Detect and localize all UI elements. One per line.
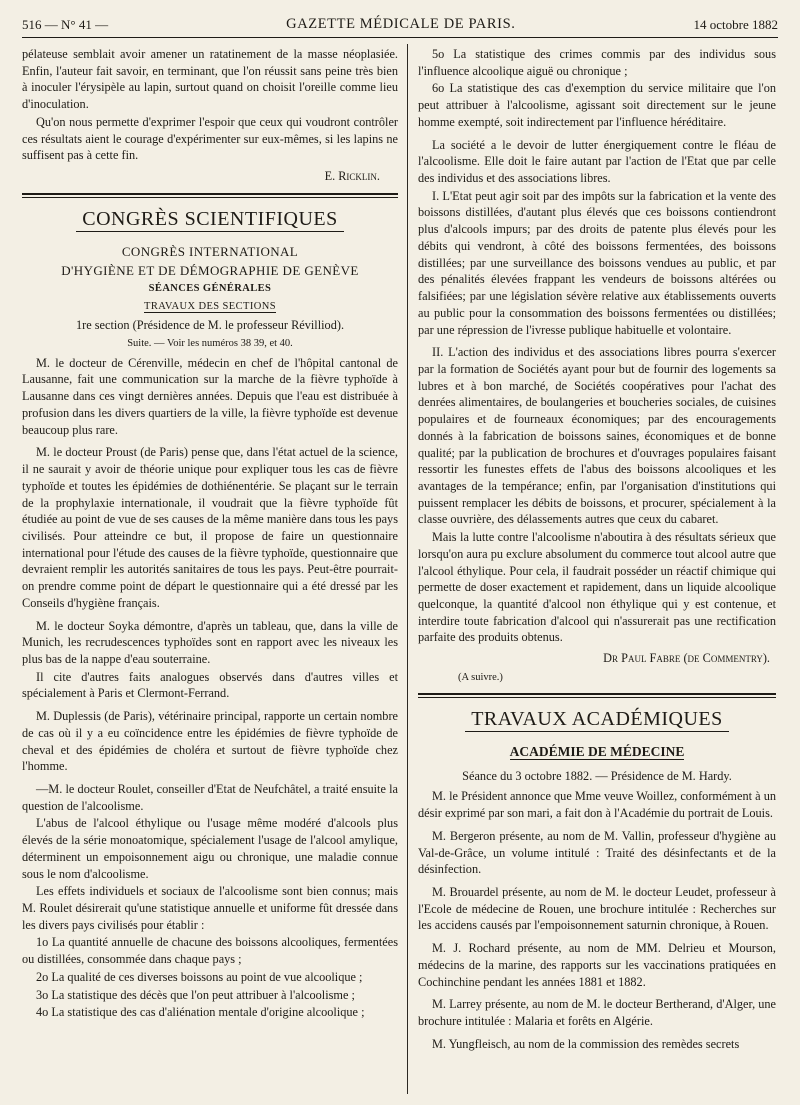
section-presidence: 1re section (Présidence de M. le professeur Révilliod). — [75, 317, 345, 332]
page-number: 516 — [22, 16, 42, 32]
section-title: TRAVAUX ACADÉMIQUES — [418, 706, 776, 733]
paragraph: Il cite d'autres faits analogues observés dans d'autres villes et spécialement à Paris et Clermont-Ferrand. — [22, 669, 398, 701]
paragraph: M. le docteur Soyka démontre, d'après un tableau, que, dans la ville de Munich, les recrudescences typhoïdes sont en rapport avec les niveaux les plus bas de la nappe d'eau souterraine. — [22, 618, 398, 666]
congres-title-line-2: D'HYGIÈNE ET DE DÉMOGRAPHIE DE GENÈVE — [61, 263, 359, 279]
list-item: 4o La statistique des cas d'aliénation mentale d'origine alcoolique ; — [36, 1005, 365, 1020]
paragraph: M. J. Rochard présente, au nom de MM. Delrieu et Mourson, médecins de la marine, des rapports sur les vaccinations pratiquées en Cochinchine pendant les années 1881 et 1882. — [418, 941, 776, 989]
list-item: 1o La quantité annuelle de chacune des boissons alcooliques, fermentées ou distillées, consommée dans chaque pays ; — [22, 935, 398, 967]
list-item: 6o La statistique des cas d'exemption du service militaire que l'on peut attribuer à l'alcoolisme, agissant soit directement sur le jeune homme exempté, soit indirectement par l'influence héréditaire. — [418, 81, 776, 129]
paragraph: II. L'action des individus et des associations libres pourra s'exercer par la formation de Sociétés ayant pour but de fournir des logements sa lubres et à bon marché, de Sociétés coopératives pour l'achat des denrées alimentaires, de boulangeries et boucheries sociales, de cuisines populaires et de fourneaux économiques; par des encouragements donnés à la fabrication de boissons saines, économiques et de bonne qualité; par la publication de brochures et d'ouvrages populaires faisant ressortir les funestes effets de l'abus des boissons alcooliques et les avantages de la tempérance; enfin, par l'organisation d'institutions qui puissent remplacer les débits de boissons, et procurer, spécialement à la classe ouvrière, des délassements autres que ceux du cabaret. — [418, 345, 776, 527]
paragraph: M. le Président annonce que Mme veuve Woillez, conformément à un désir exprimé par son mari, a fait don à l'Académie du portrait de Louis. — [418, 789, 776, 821]
section-title: CONGRÈS SCIENTIFIQUES — [22, 206, 398, 233]
paragraph: —M. le docteur Roulet, conseiller d'Etat de Neufchâtel, a traité ensuite la question de l'alcoolisme. — [22, 782, 398, 813]
issue-number: — N° 41 — — [44, 16, 109, 32]
suite-note: Suite. — Voir les numéros 38 39, et 40. — [127, 337, 293, 349]
section-rule — [22, 193, 398, 198]
paragraph: I. L'Etat peut agir soit par des impôts sur la fabrication et la vente des boissons distillées, d'autant plus élevés que ces boissons contiendront plus d'alcools impurs; par des droits de patente plus élevés pour les débits qui vendront, à côté des boissons fermentées, des boissons distillées; par une surveillance des boissons vendues au public, et par des pénalités élevées frappant les vendeurs de boissons altérées ou falsifiées; par une législation sévère relative aux établissements ouverts au public pour la consommation des boissons fermentées ou distillées; par une répression de l'ivresse publique habituelle et volontaire. — [418, 188, 776, 337]
paragraph: Mais la lutte contre l'alcoolisme n'aboutira à des résultats sérieux que lorsqu'on aura pu exclure absolument du commerce tout alcool autre que l'alcool éthylique. Pour cela, il faudrait posséder un réactif chimique qui permette de doser exactement et rapidement, dans un liquide alcoolique quelconque, la quantité d'alcool non éthylique qui y est contenue, et interdire toute fabrication d'alcool qui n'assurerait pas une rectification parfaite des produits obtenus. — [418, 530, 776, 645]
paragraph: Les effets individuels et sociaux de l'alcoolisme sont bien connus; mais M. Roulet désirerait qu'une statistique annuelle et uniforme fût dressée dans les divers pays civilisés pour établir : — [22, 884, 398, 932]
paragraph: M. Brouardel présente, au nom de M. le docteur Leudet, professeur à l'Ecole de médecine de Rouen, une brochure intitulée : Recherches sur les accidens causés par l'empoisonnement saturnin chronique, à Rouen. — [418, 885, 776, 933]
paragraph: pélateuse semblait avoir amener un ratatinement de la masse néoplasiée. Enfin, l'auteur fait savoir, en terminant, que l'on réussit sans peine très bien à inoculer l'érysipèle au lapin, surtout quand on choisit l'oreille comme lieu d'inoculation. — [22, 47, 398, 112]
paragraph: L'abus de l'alcool éthylique ou l'usage même modéré d'alcools plus élevés de la série monoatomique, spécialement l'usage de l'alcool amylique, déterminent un empoisonnement aigu ou chronique, une maladie connue sous le nom d'alcoolisme. — [22, 816, 398, 881]
signature: E. Ricklin. — [324, 169, 380, 184]
travaux-heading: TRAVAUX DES SECTIONS — [144, 300, 276, 312]
journal-title: GAZETTE MÉDICALE DE PARIS. — [286, 15, 516, 32]
paragraph: M. le docteur Proust (de Paris) pense que, dans l'état actuel de la science, il ne saurait y avoir de théorie unique pour expliquer tous les cas de fièvre typhoïde et toutes les épidémies de dothiénentérie. Se plaçant sur le terrain de la prophylaxie internationale, il voudrait que la fièvre typhoïde fût étudiée au point de vue de ses causes de la même manière dans tous les pays civilisés. Pour atteindre ce but, il propose de faire un questionnaire international pour l'étude des causes de la fièvre typhoïde, questionnaire que devraient remplir les autorités sanitaires de tous les pays. Peut-être pourrait-on prendre comme point de départ le questionnaire qui a été dressé par les Conseils d'hygiène français. — [22, 445, 398, 610]
list-item: 3o La statistique des décès que l'on peut attribuer à l'alcoolisme ; — [36, 987, 355, 1002]
a-suivre-note: (A suivre.) — [458, 671, 503, 683]
section-rule — [418, 693, 776, 698]
paragraph: La société a le devoir de lutter énergiquement contre le fléau de l'alcoolisme. Elle doit le faire autant par l'action de l'Etat que par celle des individus et des associations libres. — [418, 137, 776, 186]
paragraph: M. Larrey présente, au nom de M. le docteur Bertherand, d'Alger, une brochure intitulée : Malaria et forêts en Algérie. — [418, 997, 776, 1029]
column-divider — [407, 44, 408, 1094]
seances-heading: SÉANCES GÉNÉRALES — [148, 283, 272, 295]
paragraph: M. Yungfleisch, au nom de la commission des remèdes secrets — [432, 1036, 740, 1051]
congres-title-line-1: CONGRÈS INTERNATIONAL — [121, 243, 299, 259]
page-header — [22, 12, 778, 38]
seance-line: Séance du 3 octobre 1882. — Présidence de M. Hardy. — [462, 768, 732, 783]
paragraph: M. Duplessis (de Paris), vétérinaire principal, rapporte un certain nombre de cas où il y a eu coïncidence entre les épidémies de fièvre typhoïde de cheval et des épidémies de choléra et surtout de fièvre typhoïde chez l'homme. — [22, 709, 398, 774]
page-number-block — [22, 16, 108, 34]
academie-heading: ACADÉMIE DE MÉDECINE — [509, 744, 685, 760]
list-item: 5o La statistique des crimes commis par des individus sous l'influence alcoolique aiguë ou chronique ; — [418, 47, 776, 78]
list-item: 2o La qualité de ces diverses boissons au point de vue alcoolique ; — [36, 969, 363, 984]
right-column — [418, 46, 776, 1096]
left-column — [22, 46, 398, 1096]
paragraph: Qu'on nous permette d'exprimer l'espoir que ceux qui voudront contrôler ces résultats aient le courage d'expérimenter sur eux-mêmes, si les lapins ne suffisent pas à cette fin. — [22, 114, 398, 163]
signature: Dr Paul Fabre (de Commentry). — [603, 651, 770, 666]
paragraph: M. le docteur de Cérenville, médecin en chef de l'hôpital cantonal de Lausanne, fait une communication sur la marche de la fièvre typhoïde à Lausanne dans ces vingt dernières années. Depuis que l'eau est distribuée à profusion dans les divers quartiers de la ville, la fièvre typhoïde est devenue beaucoup plus rare. — [22, 355, 398, 437]
paragraph: M. Bergeron présente, au nom de M. Vallin, professeur d'hygiène au Val-de-Grâce, un volume intitulé : Traité des désinfectants et de la désinfection. — [418, 828, 776, 877]
issue-date: 14 octobre 1882 — [693, 16, 778, 32]
